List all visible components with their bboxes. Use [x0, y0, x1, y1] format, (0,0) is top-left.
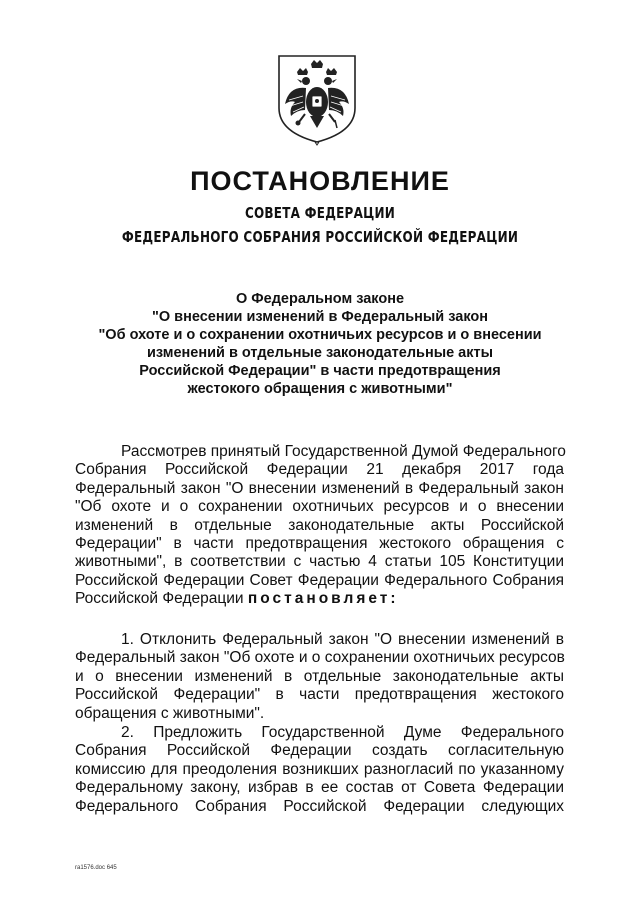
paragraph-preamble: [75, 443, 564, 609]
coat-of-arms-icon: [275, 52, 359, 146]
document-title: ПОСТАНОВЛЕНИЕ: [190, 166, 450, 196]
resolution-heading: [80, 290, 560, 398]
heading-line: жестокого обращения с животными": [187, 381, 453, 397]
heading-line: Российской Федерации" в части предотвращения: [139, 363, 501, 379]
text-line: комиссию для преодоления возникших разногласий по указанному: [75, 760, 564, 778]
heading-line: "Об охоте и о сохранении охотничьих ресурсов и о внесении: [98, 327, 542, 343]
text-line: животными", в соответствии с частью 4 статьи 105 Конституции: [75, 553, 564, 571]
text-line: Собрания Российской Федерации создать согласительную: [75, 742, 564, 760]
text-fragment: Российской Федерации: [75, 590, 244, 608]
text-line: "Об охоте и о сохранении охотничьих ресурсов и о внесении: [75, 498, 564, 516]
text-line: [75, 590, 564, 608]
paragraph-item-1: [75, 631, 564, 723]
text-line: Федеральный закон "Об охоте и о сохранении охотничьих ресурсов: [75, 649, 565, 667]
text-line: обращения с животными".: [75, 704, 265, 722]
text-line: Собрания Российской Федерации 21 декабря 2017 года: [75, 461, 564, 479]
text-line: Федерации" в части предотвращения жестокого обращения с: [75, 534, 564, 552]
heading-line: О Федеральном законе: [235, 291, 405, 307]
text-line: и о внесении изменений в отдельные законодательные акты: [75, 667, 564, 685]
heading-line: изменений в отдельные законодательные акты: [147, 345, 493, 361]
paragraph-item-2: [75, 724, 564, 816]
text-line: Федеральному закону, избрав в ее состав от Совета Федерации: [75, 779, 564, 797]
issuer-line-2: ФЕДЕРАЛЬНОГО СОБРАНИЯ РОССИЙСКОЙ ФЕДЕРАЦИИ: [121, 228, 519, 246]
text-line: Федеральный закон "О внесении изменений в Федеральный закон: [75, 479, 564, 497]
document-code: ra1576.doc 645: [75, 865, 117, 871]
text-line: Федерального Собрания Российской Федерации следующих: [75, 797, 564, 815]
issuer-line-1: СОВЕТА ФЕДЕРАЦИИ: [244, 204, 396, 222]
text-line: Российской Федерации Совет Федерации Федерального Собрания: [75, 571, 564, 589]
heading-line: "О внесении изменений в Федеральный закон: [152, 309, 488, 325]
text-line: Рассмотрев принятый Государственной Думой Федерального: [121, 443, 566, 460]
resolves-keyword: постановляет:: [247, 590, 399, 608]
text-line: 1. Отклонить Федеральный закон "О внесении изменений в: [121, 631, 564, 648]
text-line: Российской Федерации" в части предотвращения жестокого: [75, 686, 564, 704]
text-line: изменений в отдельные законодательные акты Российской: [75, 516, 564, 534]
text-line: 2. Предложить Государственной Думе Федерального: [121, 724, 564, 741]
